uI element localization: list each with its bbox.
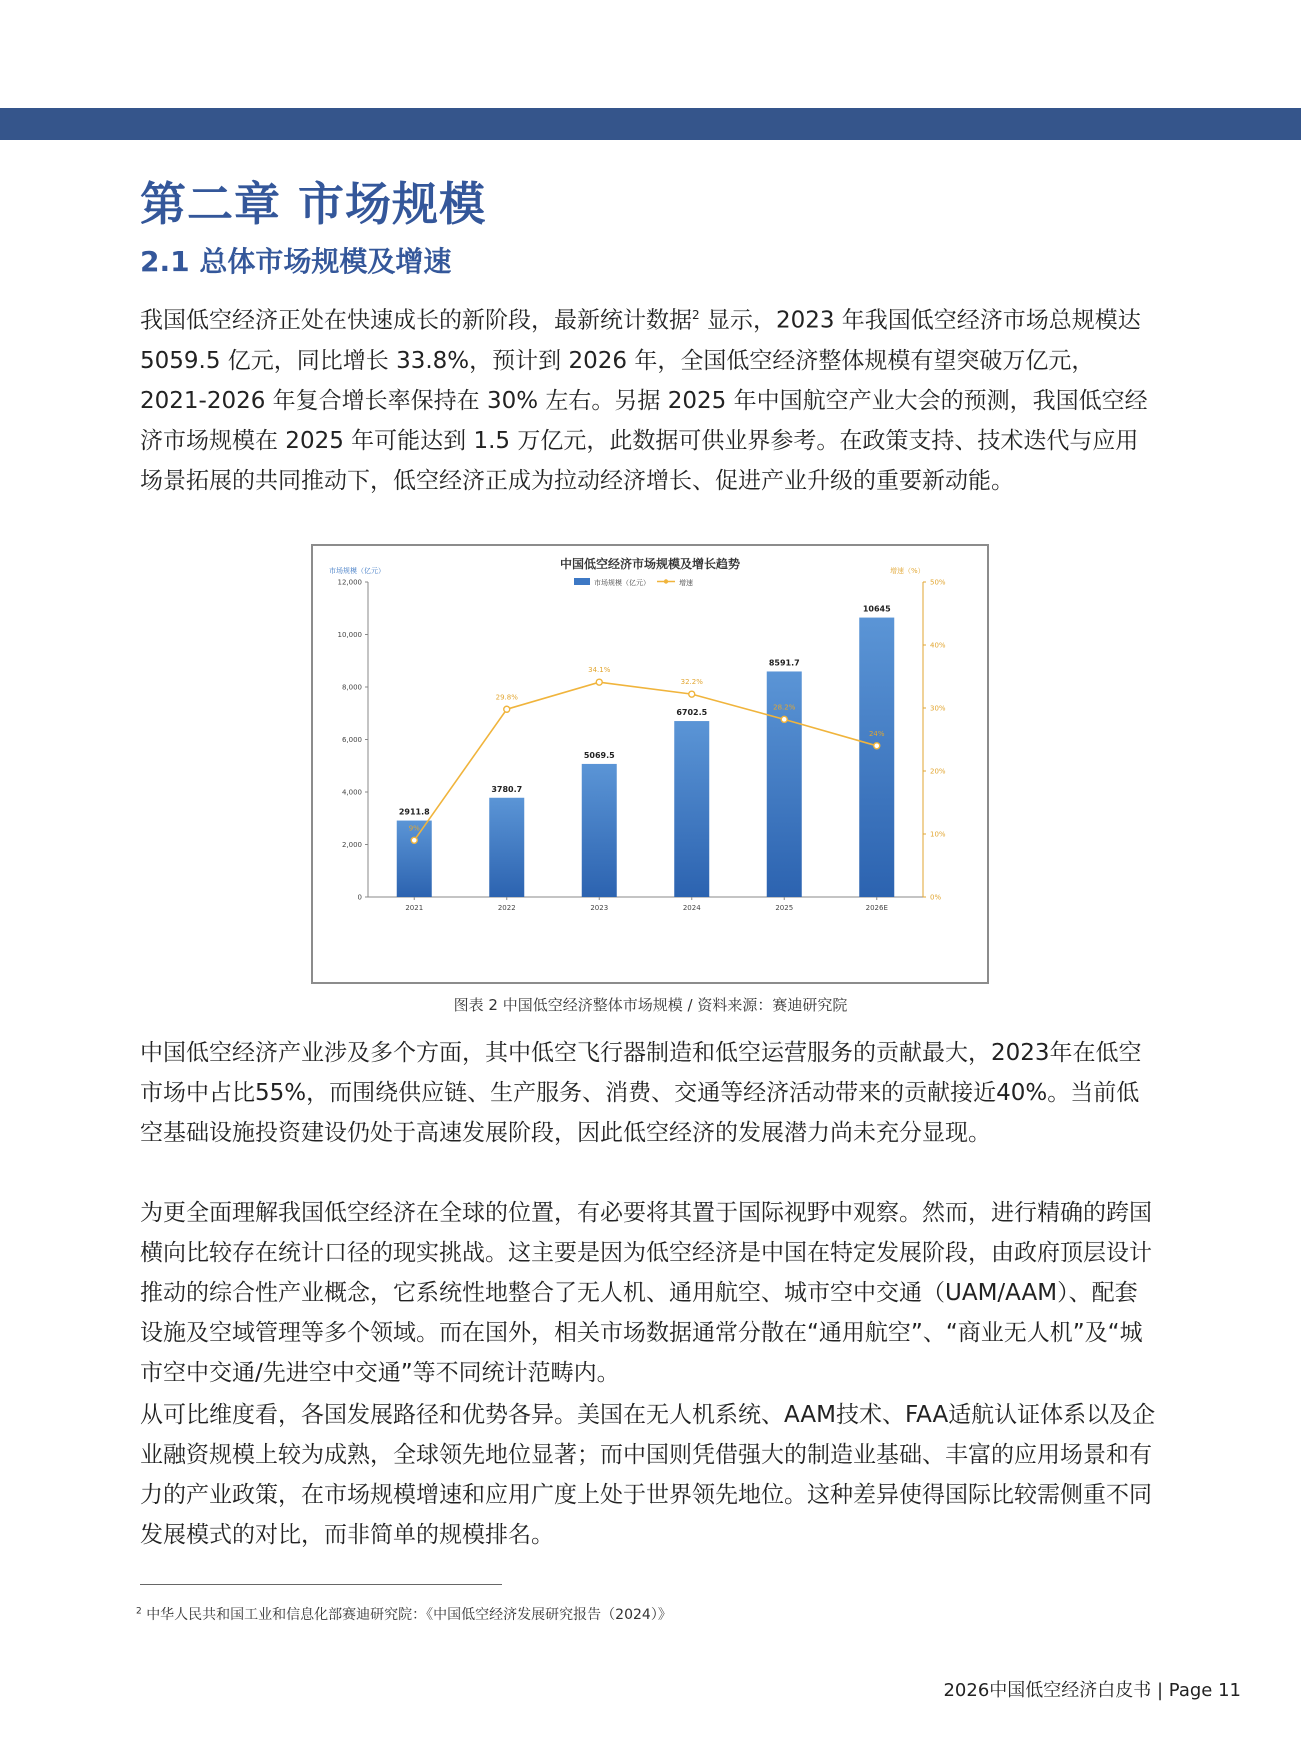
bar-value-label: 2911.8	[398, 807, 430, 817]
x-tick-label: 2023	[590, 904, 609, 912]
y2-tick-label: 20%	[930, 767, 946, 776]
y-tick-label: 2,000	[341, 841, 362, 849]
bar-value-label: 3780.7	[491, 784, 523, 794]
footnote-divider	[140, 1584, 502, 1585]
paragraph-3: 为更全面理解我国低空经济在全球的位置，有必要将其置于国际视野中观察。然而，进行精确的跨国横向比较存在统计口径的现实挑战。这主要是因为低空经济是中国在特定发展阶段，由政府顶层设计推动的综合性产业概念，它系统性地整合了无人机、通用航空、城市空中交通（UAM/AAM）、配套设施及空域管理等多个领域。而在国外，相关市场数据通常分散在“通用航空”、“商业无人机”及“城市空中交通/先进空中交通”等不同统计范畴内。	[140, 1200, 1152, 1386]
growth-value-label: 34.1%	[588, 666, 611, 675]
paragraph-1-text-b: 显示，2023 年我国低空经济市场总规模达 5059.5 亿元，同比增长 33.8%，预计到 2026 年，全国低空经济整体规模有望突破万亿元，2021-2026 年复合增长率保持在 30% 左右。另据 2025 年中国航空产业大会的预测，我国低空经济市场规模在 2025 年可能达到 1.5 万亿元，此数据可供业界参考。在政策支持、技术迭代与应用场景拓展的共同推动下，低空经济正成为拉动经济增长、促进产业升级的重要新动能。	[140, 307, 1148, 494]
x-tick-label: 2025	[775, 904, 794, 912]
bar-2022	[489, 798, 524, 897]
bar-value-label: 8591.7	[768, 658, 800, 668]
legend-label-line: 增速	[679, 579, 693, 587]
bar-value-label: 5069.5	[583, 750, 615, 760]
y-tick-label: 12,000	[337, 578, 362, 587]
y2-tick-label: 40%	[930, 641, 946, 650]
header-band	[0, 108, 1301, 140]
x-tick-label: 2024	[682, 904, 701, 912]
growth-value-label: 28.2%	[773, 703, 796, 712]
bar-2023	[582, 764, 617, 897]
growth-point	[596, 679, 602, 685]
footnote-text: 中华人民共和国工业和信息化部赛迪研究院：《中国低空经济发展研究报告（2024）》	[146, 1607, 672, 1623]
footnote	[136, 1604, 672, 1624]
bar-value-label: 10645	[862, 604, 891, 614]
x-tick-label: 2022	[497, 904, 516, 912]
bar-2024	[674, 721, 709, 897]
legend-label-bar: 市场规模（亿元）	[594, 579, 650, 587]
y-tick-label: 10,000	[337, 631, 362, 639]
y-tick-label: 4,000	[341, 788, 362, 797]
growth-point	[781, 716, 787, 722]
growth-value-label: 32.2%	[680, 678, 703, 687]
paragraph-4: 从可比维度看，各国发展路径和优势各异。美国在无人机系统、AAM技术、FAA适航认证体系以及企业融资规模上较为成熟，全球领先地位显著；而中国则凭借强大的制造业基础、丰富的应用场景和有力的产业政策，在市场规模增速和应用广度上处于世界领先地位。这种差异使得国际比较需侧重不同发展模式的对比，而非简单的规模排名。	[140, 1402, 1156, 1548]
growth-value-label: 9%	[408, 824, 420, 833]
footnote-ref[interactable]: 2	[692, 308, 700, 322]
growth-point	[874, 743, 880, 749]
y-tick-label: 0	[357, 893, 362, 902]
growth-value-label: 29.8%	[495, 693, 518, 702]
chart-figure	[311, 544, 989, 984]
y2-axis-title: 增速（%）	[890, 567, 925, 575]
paragraph-2: 中国低空经济产业涉及多个方面，其中低空飞行器制造和低空运营服务的贡献最大，2023年在低空市场中占比55%，而围绕供应链、生产服务、消费、交通等经济活动带来的贡献接近40%。当前低空基础设施投资建设仍处于高速发展阶段，因此低空经济的发展潜力尚未充分显现。	[140, 1040, 1142, 1146]
figure-caption: 图表 2 中国低空经济整体市场规模 / 资料来源：赛迪研究院	[453, 996, 848, 1014]
paragraph-1-text-a: 我国低空经济正处在快速成长的新阶段，最新统计数据	[140, 307, 692, 334]
y2-tick-label: 50%	[930, 578, 946, 587]
paragraph-1	[140, 295, 1160, 501]
growth-point	[411, 837, 417, 843]
y2-tick-label: 0%	[930, 893, 942, 902]
footnote-mark: 2	[136, 1606, 142, 1617]
y-tick-label: 6,000	[341, 736, 362, 744]
growth-line	[414, 682, 877, 840]
legend-swatch-marker	[664, 579, 668, 583]
section-title: 2.1 总体市场规模及增速	[140, 245, 452, 278]
growth-value-label: 24%	[868, 729, 885, 738]
legend-swatch-bar	[574, 578, 590, 585]
market-size-chart	[313, 546, 987, 982]
growth-point	[504, 706, 510, 712]
y2-tick-label: 10%	[930, 830, 946, 839]
page-footer: 2026中国低空经济白皮书 | Page 11	[943, 1680, 1241, 1701]
y-tick-label: 8,000	[341, 683, 362, 692]
chart-title: 中国低空经济市场规模及增长趋势	[559, 557, 741, 571]
bar-value-label: 6702.5	[676, 708, 708, 718]
x-tick-label: 2026E	[865, 904, 888, 912]
y2-tick-label: 30%	[930, 704, 946, 713]
chapter-title: 第二章 市场规模	[140, 177, 487, 231]
y-axis-title: 市场规模（亿元）	[329, 567, 385, 575]
bar-2026E	[859, 618, 894, 897]
x-tick-label: 2021	[405, 904, 424, 912]
growth-point	[689, 691, 695, 697]
